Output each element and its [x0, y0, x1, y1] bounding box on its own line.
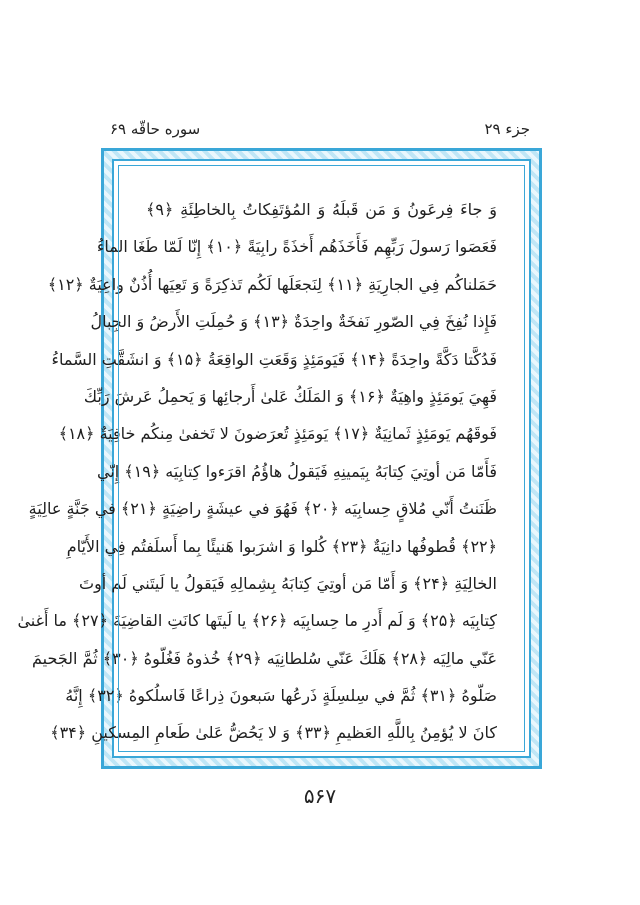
- frame-inner-border: [17, 159, 531, 758]
- text-line-3: حَمَلناكُم فِي الجارِيَةِ ﴿۱۱﴾ لِنَجعَلَها لَكُم تَذكِرَةً وَ تَعِيَها أُذُنٌ واعِيَةٌ ﴿۱۲﴾: [47, 274, 497, 294]
- text-line-7: فَوقَهُم يَومَئِذٍ ثَمانِيَةٌ ﴿۱۷﴾ يَومَئِذٍ تُعرَضونَ لا تَخفىٰ مِنكُم خافِيَةٌ ﴿۱۸﴾: [58, 424, 497, 444]
- text-line-12: كِتابِيَه ﴿۲۵﴾ وَ لَم أَدرِ ما حِسابِيَه ﴿۲۶﴾ يا لَيتَها كانَتِ القاضِيَةَ ﴿۲۷﴾ ما أَغنىٰ: [17, 611, 497, 631]
- text-line-14: صَلّوهُ ﴿۳۱﴾ ثُمَّ في سِلسِلَةٍ ذَرعُها سَبعونَ ذِراعًا فَاسلُكوهُ ﴿۳۲﴾ إِنَّهُ: [65, 686, 497, 706]
- text-line-1: وَ جاءَ فِرعَونُ وَ مَن قَبلَهُ وَ المُؤتَفِكاتُ بِالخاطِئَةِ ﴿۹﴾: [146, 200, 497, 219]
- text-line-13: عَنّي مالِيَه ﴿۲۸﴾ هَلَكَ عَنّي سُلطانِيَه ﴿۲۹﴾ خُذوهُ فَغُلّوهُ ﴿۳۰﴾ ثُمَّ الجَحيمَ: [32, 648, 497, 668]
- quran-text-area: [17, 179, 511, 743]
- page-number: ۵۶۷: [303, 784, 337, 808]
- text-line-10: ﴿۲۲﴾ قُطوفُها دانِيَةٌ ﴿۲۳﴾ كُلوا وَ اشرَبوا هَنيئًا بِما أَسلَفتُم فِي الأَيّامِ: [66, 536, 497, 556]
- text-line-6: فَهِيَ يَومَئِذٍ واهِيَةٌ ﴿۱۶﴾ وَ المَلَكُ عَلىٰ أَرجائِها وَ يَحمِلُ عَرشَ رَبِّكَ: [83, 386, 497, 406]
- text-line-11: الخالِيَةِ ﴿۲۴﴾ وَ أَمّا مَن أوتِيَ كِتابَهُ بِشِمالِهِ فَيَقولُ يا لَيتَني لَم أوتَ: [79, 573, 497, 593]
- decorative-frame: [17, 148, 542, 769]
- surah-title: سوره حاقّه ۶۹: [110, 120, 201, 138]
- text-line-8: فَأَمّا مَن أوتِيَ كِتابَهُ بِيَمينِهِ فَيَقولُ هاؤُمُ اقرَءوا كِتابِيَه ﴿۱۹﴾ إِنّي: [96, 461, 497, 481]
- page-header: [110, 120, 530, 144]
- text-line-5: فَدُكَّتا دَكَّةً واحِدَةً ﴿۱۴﴾ فَيَومَئِذٍ وَقَعَتِ الواقِعَةُ ﴿۱۵﴾ وَ انشَقَّتِ السَّماءُ: [51, 349, 497, 369]
- juz-label: جزء ۲۹: [484, 120, 530, 138]
- text-line-15: كانَ لا يُؤمِنُ بِاللَّهِ العَظيمِ ﴿۳۳﴾ وَ لا يَحُضُّ عَلىٰ طَعامِ المِسكينِ ﴿۳۴﴾: [50, 723, 497, 743]
- text-line-9: ظَنَنتُ أَنّي مُلاقٍ حِسابِيَه ﴿۲۰﴾ فَهُوَ في عيشَةٍ راضِيَةٍ ﴿۲۱﴾ في جَنَّةٍ عالِيَةٍ: [28, 499, 497, 519]
- text-line-2: فَعَصَوا رَسولَ رَبِّهِم فَأَخَذَهُم أَخذَةً رابِيَةً ﴿۱۰﴾ إِنّا لَمّا طَغَا الماءُ: [96, 237, 497, 257]
- text-line-4: فَإِذا نُفِخَ فِي الصّورِ نَفخَةٌ واحِدَةٌ ﴿۱۳﴾ وَ حُمِلَتِ الأَرضُ وَ الجِبالُ: [90, 312, 497, 332]
